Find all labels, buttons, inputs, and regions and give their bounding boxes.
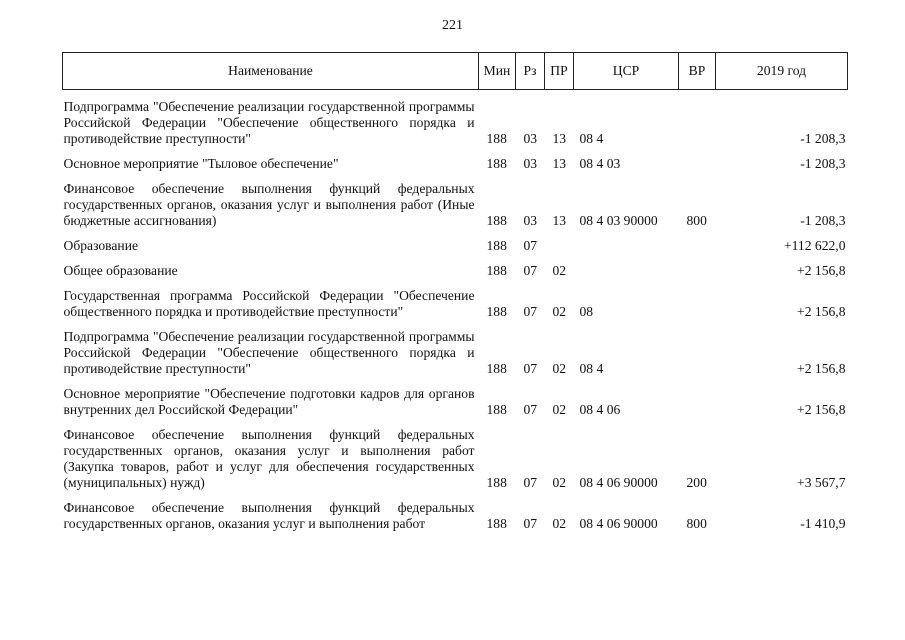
row-rz: 07	[523, 263, 538, 278]
spacer-row	[63, 90, 848, 100]
row-min: 188	[486, 213, 507, 228]
row-csr: 08 4 03 90000	[579, 213, 658, 228]
row-name: Основное мероприятие "Обеспечение подготовки кадров для органов внутренних дел Российской Федерации"	[63, 386, 475, 417]
row-rz: 07	[523, 304, 538, 319]
table-row	[63, 500, 848, 541]
row-pr: 13	[552, 131, 567, 146]
row-vr	[679, 238, 716, 263]
row-vr	[679, 386, 716, 427]
row-vr	[679, 156, 716, 181]
table-header	[63, 53, 848, 90]
table-row	[63, 386, 848, 427]
row-pr: 13	[552, 213, 567, 228]
row-vr: 200	[686, 475, 707, 490]
row-amount: -1 410,9	[800, 516, 846, 531]
row-min: 188	[486, 131, 507, 146]
row-csr: 08	[579, 304, 594, 319]
table-row	[63, 288, 848, 329]
header-csr: ЦСР	[574, 53, 679, 90]
table-row	[63, 329, 848, 386]
row-min: 188	[486, 402, 507, 417]
row-pr: 02	[552, 361, 567, 376]
row-name: Основное мероприятие "Тыловое обеспечение"	[63, 156, 339, 171]
row-csr: 08 4	[579, 361, 604, 376]
row-name: Финансовое обеспечение выполнения функций федеральных государственных органов, оказания услуг и выполнения работ	[63, 500, 475, 531]
header-vr: ВР	[679, 53, 716, 90]
row-name: Общее образование	[63, 263, 178, 278]
row-csr	[574, 263, 679, 288]
row-vr	[679, 263, 716, 288]
row-pr	[545, 238, 574, 263]
row-amount: -1 208,3	[800, 156, 846, 171]
row-csr: 08 4	[579, 131, 604, 146]
row-name: Государственная программа Российской Федерации "Обеспечение общественного порядка и противодействие преступности"	[63, 288, 475, 319]
row-amount: -1 208,3	[800, 131, 846, 146]
row-vr: 800	[686, 213, 707, 228]
row-min: 188	[486, 238, 507, 253]
row-name: Образование	[63, 238, 139, 253]
row-vr: 800	[686, 516, 707, 531]
row-amount: +2 156,8	[797, 304, 846, 319]
row-amount: +2 156,8	[797, 263, 846, 278]
row-rz: 07	[523, 238, 538, 253]
header-name: Наименование	[63, 53, 479, 90]
row-min: 188	[486, 361, 507, 376]
table-body	[63, 90, 848, 542]
table-row	[63, 181, 848, 238]
row-amount: +2 156,8	[797, 402, 846, 417]
header-year: 2019 год	[716, 53, 848, 90]
row-rz: 07	[523, 402, 538, 417]
row-min: 188	[486, 156, 507, 171]
row-pr: 13	[552, 156, 567, 171]
row-pr: 02	[552, 516, 567, 531]
row-rz: 03	[523, 213, 538, 228]
row-vr	[679, 99, 716, 156]
page-number: 221	[442, 18, 463, 33]
row-rz: 03	[523, 131, 538, 146]
row-vr	[679, 329, 716, 386]
row-pr: 02	[552, 475, 567, 490]
row-amount: +112 622,0	[783, 238, 846, 253]
table-row	[63, 427, 848, 500]
row-min: 188	[486, 516, 507, 531]
table-row	[63, 99, 848, 156]
row-name: Подпрограмма "Обеспечение реализации государственной программы Российской Федерации "Обеспечение общественного порядка и противодействие преступности"	[63, 99, 475, 146]
row-name: Подпрограмма "Обеспечение реализации государственной программы Российской Федерации "Обеспечение общественного порядка и противодействие преступности"	[63, 329, 475, 376]
row-amount: +3 567,7	[797, 475, 846, 490]
row-rz: 07	[523, 361, 538, 376]
row-rz: 03	[523, 156, 538, 171]
table-row	[63, 238, 848, 263]
row-vr	[679, 288, 716, 329]
row-rz: 07	[523, 475, 538, 490]
row-min: 188	[486, 304, 507, 319]
row-amount: +2 156,8	[797, 361, 846, 376]
header-min: Мин	[479, 53, 516, 90]
row-csr	[574, 238, 679, 263]
row-amount: -1 208,3	[800, 213, 846, 228]
row-csr: 08 4 06	[579, 402, 621, 417]
header-rz: Рз	[516, 53, 545, 90]
row-rz: 07	[523, 516, 538, 531]
row-name: Финансовое обеспечение выполнения функций федеральных государственных органов, оказания услуг и выполнения работ (Иные бюджетные ассигнования)	[63, 181, 475, 228]
header-pr: ПР	[545, 53, 574, 90]
budget-table	[62, 52, 848, 541]
row-csr: 08 4 06 90000	[579, 475, 658, 490]
row-min: 188	[486, 475, 507, 490]
row-min: 188	[486, 263, 507, 278]
row-name: Финансовое обеспечение выполнения функций федеральных государственных органов, оказания услуг и выполнения работ (Закупка товаров, работ и услуг для обеспечения государственных (муниципальных) нужд)	[63, 427, 475, 490]
row-csr: 08 4 06 90000	[579, 516, 658, 531]
row-pr: 02	[552, 263, 567, 278]
table-row	[63, 156, 848, 181]
row-pr: 02	[552, 304, 567, 319]
table-row	[63, 263, 848, 288]
row-csr: 08 4 03	[579, 156, 621, 171]
row-pr: 02	[552, 402, 567, 417]
